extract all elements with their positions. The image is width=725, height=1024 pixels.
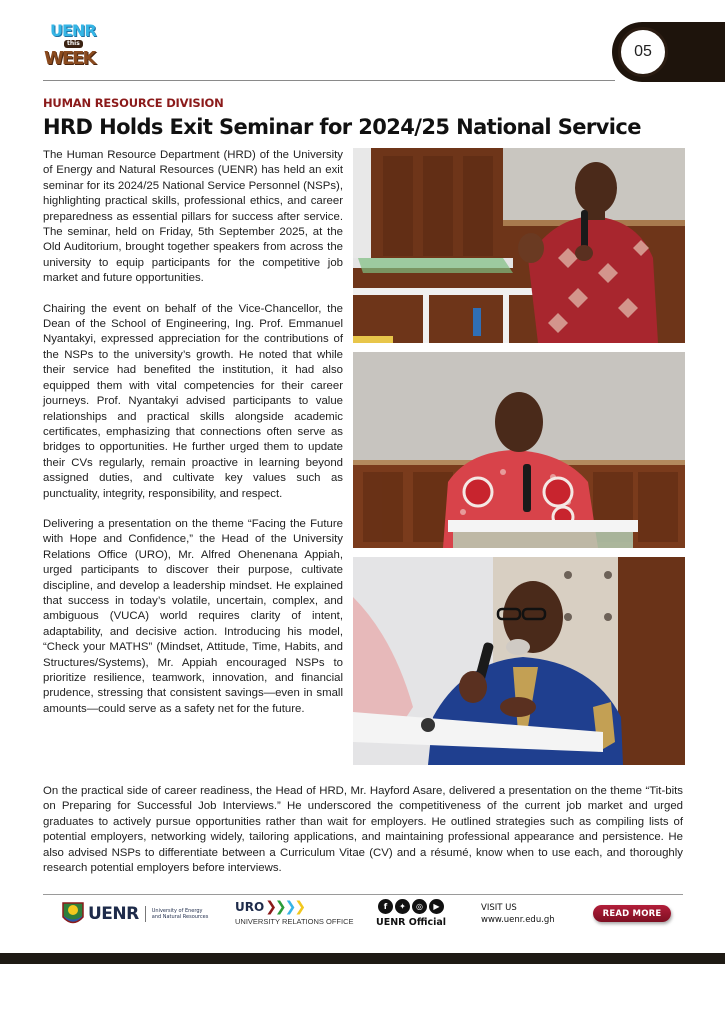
chevron-right-icon: ❯ [284, 899, 297, 916]
article-title: HRD Holds Exit Seminar for 2024/25 National Service [43, 115, 641, 139]
social-handle: UENR Official [376, 917, 447, 929]
read-more-button[interactable]: READ MORE [593, 905, 671, 922]
instagram-icon[interactable]: ◎ [412, 899, 427, 914]
page-header [0, 0, 725, 90]
photo-speaker-3 [353, 557, 685, 765]
photo-speaker-3-image [353, 557, 685, 765]
photo-speaker-2 [353, 352, 685, 548]
uenr-full-name-line-2: and Natural Resources [151, 914, 209, 921]
uenr-logo-separator [145, 906, 146, 922]
article-paragraph-4: On the practical side of career readiness, the Head of HRD, Mr. Hayford Asare, delivered a presentation on the theme “Tit-bits on Preparing for Successful Job Interviews.” He underscored the competitiveness of the current job market and urged graduates to actively pursue opportunities rather than wait for employers. He outlined strategies such as compiling lists of potential employers, networking widely, tailoring applications, and maintaining professional appearance and persistence. He also advised NSPs to differentiate between a Curriculum Vitae (CV) and a résumé, know when to use each, and thoroughly research potential employers before interviews. [43, 785, 683, 875]
website-link[interactable]: www.uenr.edu.gh [481, 915, 555, 926]
page-number: 05 [618, 27, 668, 77]
article-content [0, 90, 725, 876]
photo-speaker-2-image [353, 352, 685, 548]
uenr-crest-icon [62, 901, 84, 927]
footer-divider [43, 894, 683, 895]
visit-us-block [481, 902, 555, 926]
photo-speaker-1-image [353, 148, 685, 343]
uro-footer-logo[interactable] [235, 900, 354, 926]
chevron-right-icon: ❯ [265, 899, 277, 916]
photo-speaker-1 [353, 148, 685, 343]
article-paragraph-3-text: Delivering a presentation on the theme “Facing the Future with Hope and Confidence,” the Head of the University Relations Office (URO), Mr. Alfred Ohenenana Appiah, urged participants to discover their purpose, cultivate discipline, and develop a leadership mindset. He explained that success in today’s volatile, uncertain, complex, and ambiguous (VUCA) world requires clarity of intent, adaptability, and decisive action. Introducing [43, 517, 343, 638]
logo-line-this: this [64, 40, 83, 48]
twitter-icon[interactable]: ✦ [395, 899, 410, 914]
uro-full-name: UNIVERSITY RELATIONS OFFICE [235, 917, 354, 927]
header-divider [43, 80, 615, 81]
chevron-right-icon: ❯ [274, 899, 287, 916]
uenr-full-name [152, 908, 209, 920]
social-links [376, 899, 446, 928]
uenr-full-name-line-1: University of Energy [151, 908, 203, 915]
article-paragraph-1: The Human Resource Department (HRD) of the University of Energy and Natural Resources (UENR) has held an exit seminar for its 2024/25 National Service Personnel (NSPs), highlighting practical skills, professional ethics, and career preparedness as essential pillars for success after service. The seminar, held on Friday, 5th September 2025, at the Old Auditorium, brought together speakers from across the university to equip participants for the competitive job market and future opportunities. [43, 149, 343, 285]
section-kicker: HUMAN RESOURCE DIVISION [43, 96, 224, 110]
logo-line-uenr: UENR [50, 21, 96, 40]
photo-column [353, 148, 685, 765]
facebook-icon[interactable]: f [378, 899, 393, 914]
article-body [43, 148, 683, 876]
uenr-this-week-logo [40, 22, 110, 72]
uenr-short-name: UENR [88, 904, 139, 925]
logo-line-week: WEEK [44, 48, 95, 69]
chevron-right-icon: ❯ [294, 899, 307, 916]
page-footer [0, 894, 725, 964]
uro-short-name: URO [235, 900, 265, 915]
footer-bar [0, 953, 725, 964]
article-paragraph-2: Chairing the event on behalf of the Vice-Chancellor, the Dean of the School of Engineering, Ing. Prof. Emmanuel Nyantakyi, expressed appreciation for the contributions of the NSPs to the university’s growth. He noted that while their service had benefited the institution, it had also equipped them with vital competencies for their career journeys. Prof. Nyantakyi advised participants to value relationships and practical skills alongside academic certificates, emphasizing that connections often serve as bridges to opportunities. He further urged them to update their CVs regularly, remain proactive in learning beyond assigned duties, and cultivate key values such as punctuality, integrity, responsibility, and respect. [43, 302, 343, 500]
youtube-icon[interactable]: ▶ [429, 899, 444, 914]
article-paragraph-3-continued: his model, “Check your MATHS” (Mindset, Attitude, Time, Habits, and Structures/Systems), Mr. Appiah encouraged NSPs to prioritize resilience, teamwork, innovation, and financial prudence, stressing that consistent savings—even in small amounts—could serve as a safety net for the future. [43, 625, 343, 715]
visit-us-label: VISIT US [481, 903, 517, 914]
uenr-footer-logo[interactable] [62, 901, 208, 927]
